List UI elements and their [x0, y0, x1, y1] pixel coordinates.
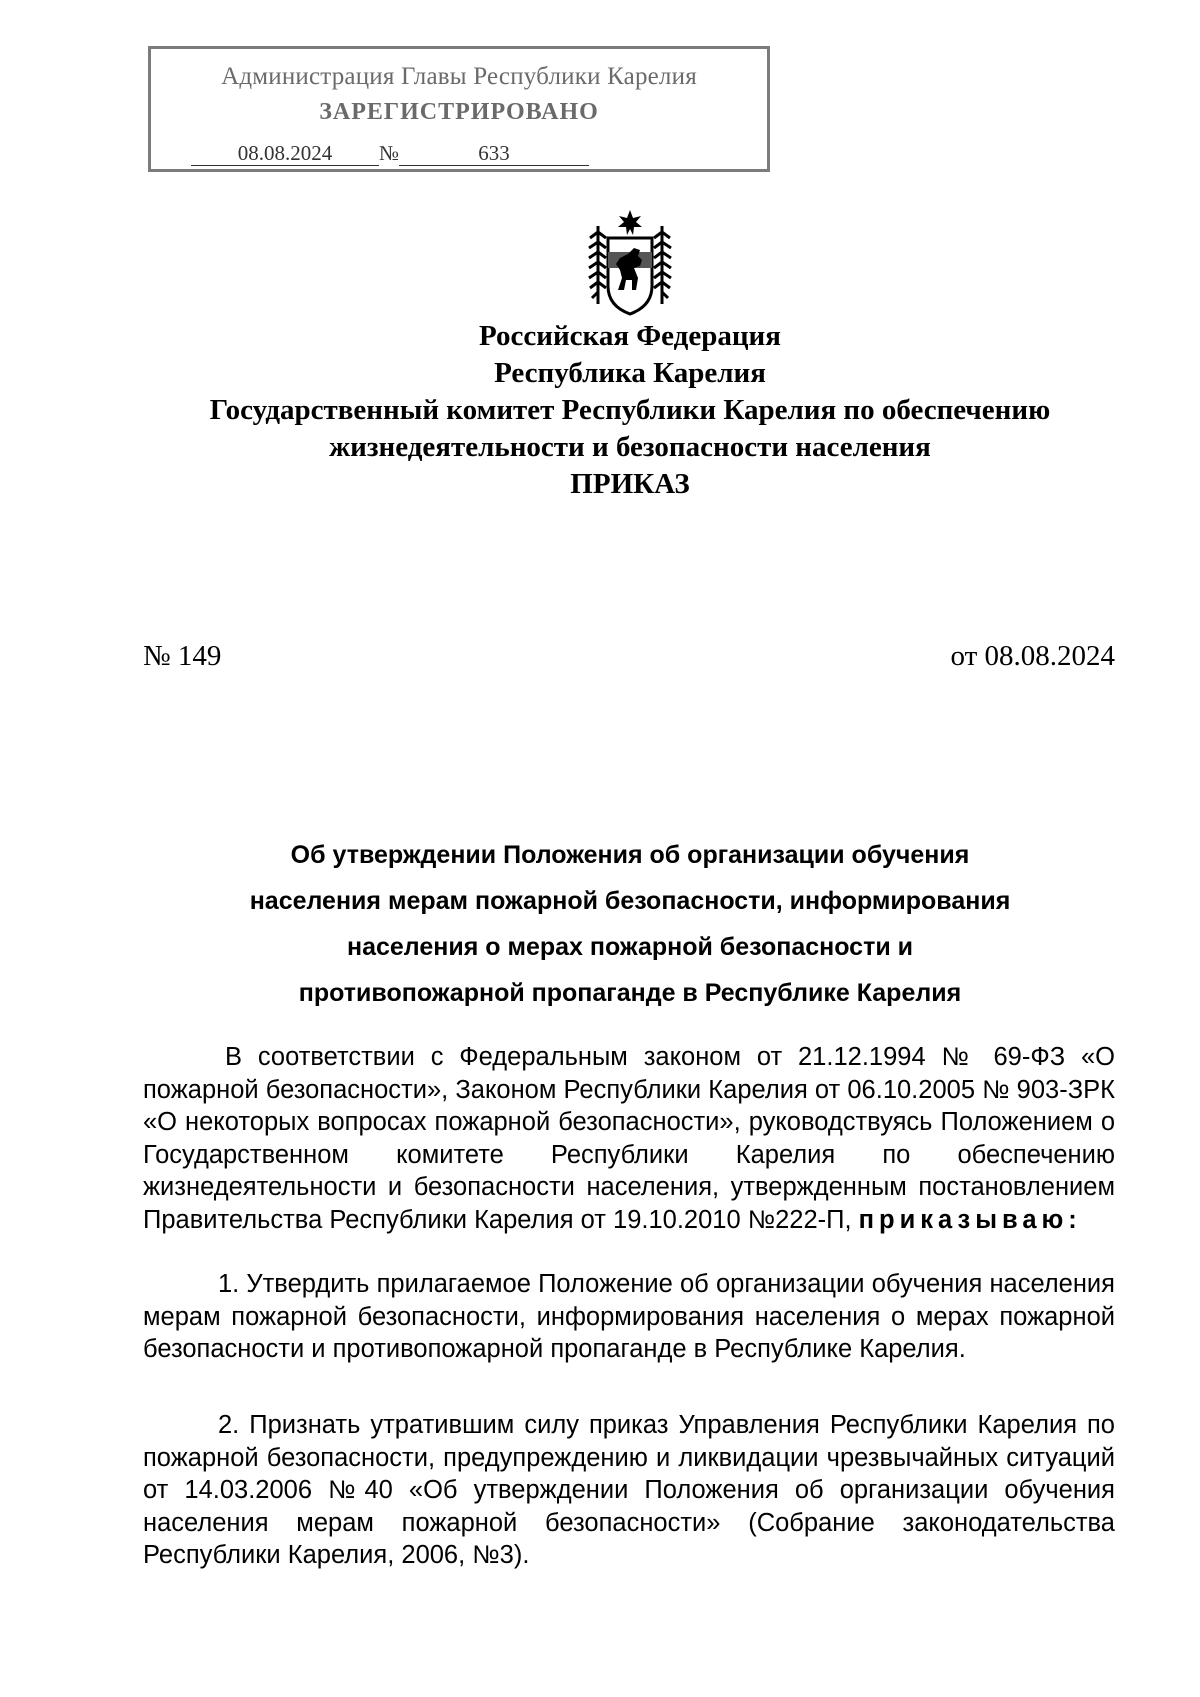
order-item-1 [143, 1268, 1115, 1366]
header-committee-line2: жизнедеятельности и безопасности населения [329, 431, 931, 463]
header-committee-line1: Государственный комитет Республики Карелия по обеспечению [209, 394, 1051, 426]
title-line3: населения о мерах пожарной безопасности и [346, 933, 914, 961]
stamp-registration-line [191, 141, 589, 166]
preamble-text: В соответствии с Федеральным законом от 21.12.1994 № 69-ФЗ «О пожарной безопасности», Законом Республики Карелия от 06.10.2005 № 903-ЗРК «О некоторых вопросах пожарной безопасности», руководствуясь Положением о Государственном комитете Республики Карелия по обеспечению жизнедеятельности и безопасности населения, утвержденным постановлением Правительства Республики Карелия от 19.10.2010 №222-П, [143, 1043, 1115, 1234]
order-item-2 [143, 1409, 1115, 1572]
order-date: от 08.08.2024 [950, 640, 1115, 672]
title-line4: противопожарной пропаганде в Республике Карелия [298, 979, 962, 1007]
order-item-1-text: 1. Утвердить прилагаемое Положение об организации обучения населения мерам пожарной безопасности, информирования населения о мерах пожарной безопасности и противопожарной пропаганде в Республике Карелия. [143, 1270, 1115, 1363]
order-item-2-text: 2. Признать утратившим силу приказ Управления Республики Карелия по пожарной безопасности, предупреждению и ликвидации чрезвычайных ситуаций от 14.03.2006 №40 «Об утверждении Положения об организации обучения населения мерам пожарной безопасности» (Собрание законодательства Республики Карелия, 2006, №3). [143, 1411, 1115, 1569]
header-country: Российская Федерация [479, 320, 781, 352]
registration-stamp [148, 46, 770, 172]
preamble [143, 1041, 1115, 1236]
stamp-organization: Администрация Главы Республики Карелия [221, 63, 697, 90]
header-republic: Республика Карелия [494, 357, 766, 389]
doc-type: ПРИКАЗ [570, 468, 690, 500]
stamp-number-sign: № [379, 141, 400, 165]
order-word: приказываю: [858, 1205, 1082, 1234]
stamp-status: ЗАРЕГИСТРИРОВАНО [319, 99, 599, 125]
order-number: № 149 [143, 640, 222, 672]
stamp-number: 633 [399, 141, 589, 166]
stamp-date: 08.08.2024 [191, 141, 379, 166]
document-title [130, 832, 1130, 1016]
issuer-header [100, 318, 1160, 466]
title-line2: населения мерам пожарной безопасности, информирования [249, 887, 1011, 915]
coat-of-arms-karelia-icon [584, 208, 676, 318]
title-line1: Об утверждении Положения об организации обучения [290, 841, 970, 869]
